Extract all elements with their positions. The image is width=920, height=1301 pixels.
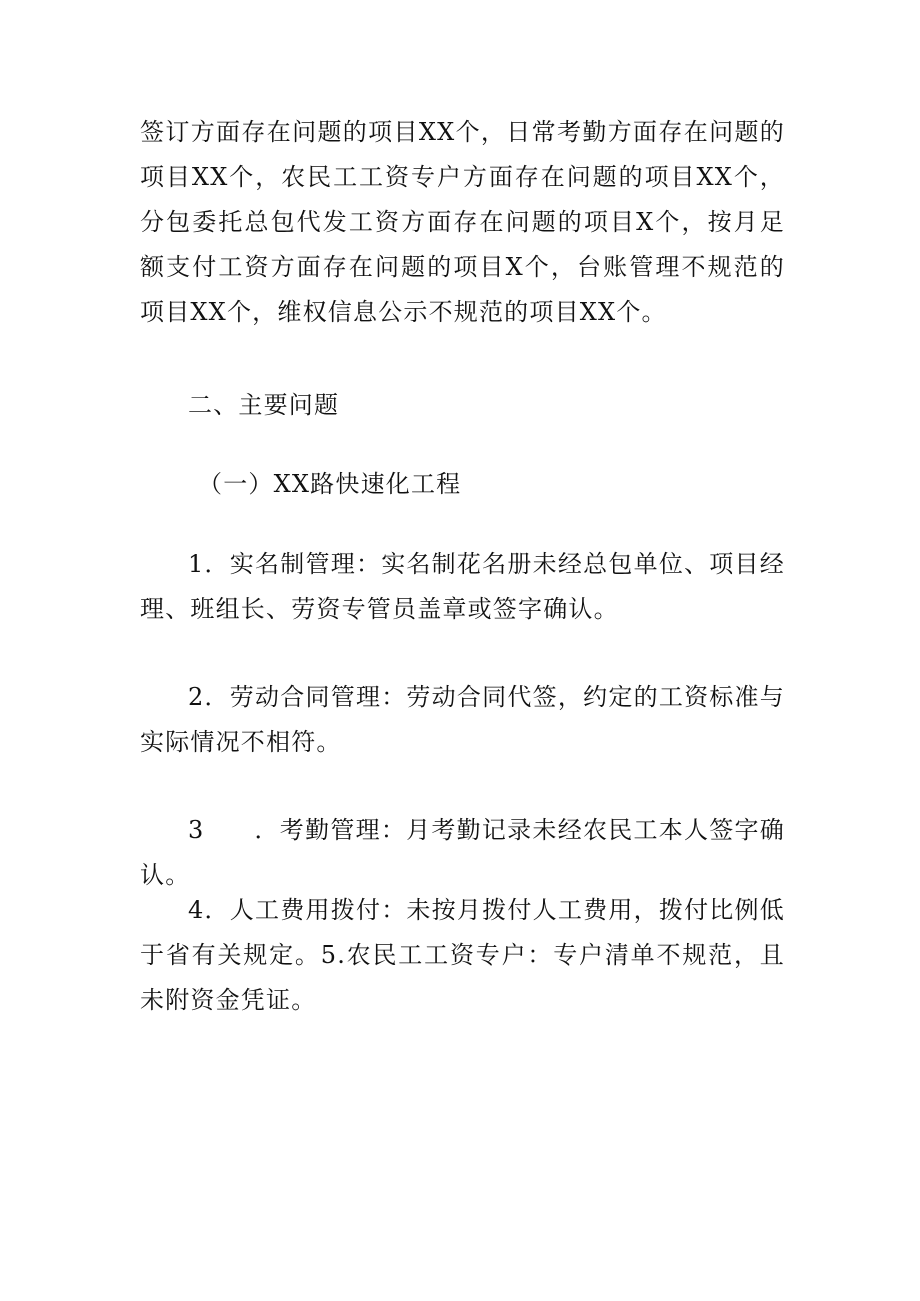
list-item-attendance-management	[140, 808, 785, 898]
list-item-number: 3	[188, 816, 205, 844]
list-item-labor-contract-management: 2．劳动合同管理：劳动合同代签，约定的工资标准与实际情况不相符。	[140, 683, 785, 756]
intro-paragraph: 签订方面存在问题的项目XX个，日常考勤方面存在问题的项目XX个，农民工工资专户方面存在问题的项目XX个，分包委托总包代发工资方面存在问题的项目X个，按月足额支付工资方面存在问题的项目X个，台账管理不规范的项目XX个，维权信息公示不规范的项目XX个。	[140, 118, 785, 326]
subsection-heading: （一）XX路快速化工程	[198, 470, 462, 498]
list-item-labor-cost-payment: 4．人工费用拨付：未按月拨付人工费用，拨付比例低于省有关规定。5.农民工工资专户：专户清单不规范，且未附资金凭证。	[140, 896, 785, 1014]
list-item-real-name-management: 1．实名制管理：实名制花名册未经总包单位、项目经理、班组长、劳资专管员盖章或签字确认。	[140, 550, 785, 623]
section-heading: 二、主要问题	[188, 391, 340, 419]
list-item-text: ．考勤管理：月考勤记录未经农民工本人签字确认。	[140, 816, 785, 889]
